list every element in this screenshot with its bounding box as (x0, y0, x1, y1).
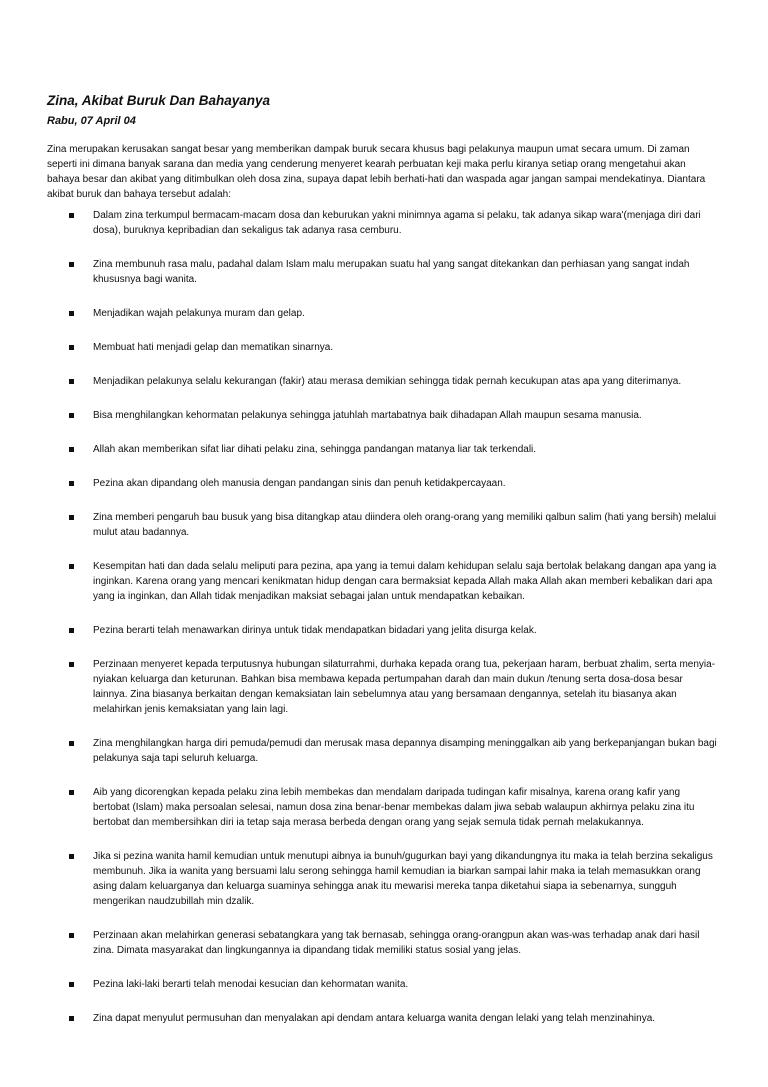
list-item (47, 657, 717, 717)
list-item-text: Allah akan memberikan sifat liar dihati pelaku zina, sehingga pandangan matanya liar tak terkendali. (93, 444, 537, 455)
square-bullet-icon (69, 564, 74, 569)
square-bullet-icon (69, 213, 74, 218)
list-item (47, 849, 717, 909)
square-bullet-icon (69, 933, 74, 938)
list-item-text: Perzinaan menyeret kepada terputusnya hubungan silaturrahmi, durhaka kepada orang tua, pekerjaan haram, berbuat zhalim, serta menyia-nyiakan keluarga dan keturunan. Bahkan bisa membawa kepada pertumpahan darah dan main dukun /tenung serta dosa-dosa besar lainnya. Zina biasanya berkaitan dengan kemaksiatan lain sebelumnya atau yang bersamaan dengannya, setelah itu biasanya akan melahirkan jenis kemaksiatan yang lain lagi. (93, 659, 716, 715)
list-item (47, 928, 717, 958)
square-bullet-icon (69, 311, 74, 316)
list-item (47, 736, 717, 766)
list-item (47, 374, 717, 389)
list-item (47, 257, 717, 287)
square-bullet-icon (69, 515, 74, 520)
list-item (47, 1011, 717, 1026)
list-item-text: Pezina akan dipandang oleh manusia dengan pandangan sinis dan penuh ketidakpercayaan. (93, 478, 506, 489)
list-item (47, 623, 717, 638)
list-item (47, 510, 717, 540)
intro-paragraph: Zina merupakan kerusakan sangat besar yang memberikan dampak buruk secara khusus bagi pelakunya maupun umat secara umum. Di zaman seperti ini dimana banyak sarana dan media yang cenderung menyeret kearah perbuatan keji maka perlu kiranya setiap orang mengetahui akan bahaya besar dan akibat yang ditimbulkan oleh dosa zina, supaya dapat lebih berhati-hati dan waspada agar jangan sampai mendekatinya. Diantara akibat buruk dan bahaya tersebut adalah: (47, 144, 706, 200)
list-item (47, 785, 717, 830)
consequence-list (47, 208, 717, 1045)
list-item-text: Membuat hati menjadi gelap dan mematikan sinarnya. (93, 342, 334, 353)
square-bullet-icon (69, 790, 74, 795)
square-bullet-icon (69, 1016, 74, 1021)
square-bullet-icon (69, 447, 74, 452)
list-item (47, 977, 717, 992)
square-bullet-icon (69, 628, 74, 633)
list-item (47, 408, 717, 423)
square-bullet-icon (69, 262, 74, 267)
list-item-text: Pezina laki-laki berarti telah menodai kesucian dan kehormatan wanita. (93, 979, 409, 990)
list-item-text: Menjadikan pelakunya selalu kekurangan (fakir) atau merasa demikian sehingga tidak pernah kecukupan atas apa yang diterimanya. (93, 376, 682, 387)
list-item-text: Dalam zina terkumpul bermacam-macam dosa dan keburukan yakni minimnya agama si pelaku, tak adanya sikap wara'(menjaga diri dari dosa), buruknya kepribadian dan sekaligus tak adanya rasa cemburu. (93, 210, 701, 236)
square-bullet-icon (69, 982, 74, 987)
list-item-text: Zina membunuh rasa malu, padahal dalam Islam malu merupakan suatu hal yang sangat ditekankan dan perhiasan yang sangat indah khususnya bagi wanita. (93, 259, 690, 285)
list-item-text: Perzinaan akan melahirkan generasi sebatangkara yang tak bernasab, sehingga orang-orangpun akan was-was terhadap anak dari hasil zina. Dimata masyarakat dan lingkungannya ia dipandang tidak memiliki status sosial yang jelas. (93, 930, 700, 956)
list-item (47, 306, 717, 321)
list-item (47, 442, 717, 457)
list-item (47, 559, 717, 604)
list-item-text: Zina memberi pengaruh bau busuk yang bisa ditangkap atau diindera oleh orang-orang yang memiliki qalbun salim (hati yang bersih) melalui mulut atau badannya. (93, 512, 717, 538)
list-item-text: Zina menghilangkan harga diri pemuda/pemudi dan merusak masa depannya disamping meninggalkan aib yang berkepanjangan bukan bagi pelakunya saja tapi seluruh keluarga. (93, 738, 717, 764)
square-bullet-icon (69, 741, 74, 746)
square-bullet-icon (69, 379, 74, 384)
list-item-text: Pezina berarti telah menawarkan dirinya untuk tidak mendapatkan bidadari yang jelita disurga kelak. (93, 625, 537, 636)
square-bullet-icon (69, 345, 74, 350)
list-item-text: Kesempitan hati dan dada selalu meliputi para pezina, apa yang ia temui dalam kehidupan selalu saja bertolak belakang dangan apa yang ia inginkan. Karena orang yang mencari kenikmatan hidup dengan cara bermaksiat kepada Allah maka Allah akan memberi kebalikan dari apa yang ia inginkan, dan Allah tidak menjadikan maksiat sebagai jalan untuk mendapatkan kebaikan. (93, 561, 717, 602)
square-bullet-icon (69, 662, 74, 667)
list-item (47, 476, 717, 491)
list-item (47, 340, 717, 355)
article-title: Zina, Akibat Buruk Dan Bahayanya (47, 93, 271, 108)
list-item (47, 208, 717, 238)
list-item-text: Menjadikan wajah pelakunya muram dan gelap. (93, 308, 305, 319)
square-bullet-icon (69, 481, 74, 486)
list-item-text: Bisa menghilangkan kehormatan pelakunya sehingga jatuhlah martabatnya baik dihadapan Allah maupun sesama manusia. (93, 410, 642, 421)
square-bullet-icon (69, 854, 74, 859)
list-item-text: Jika si pezina wanita hamil kemudian untuk menutupi aibnya ia bunuh/gugurkan bayi yang dikandungnya itu maka ia telah berzina sekaligus membunuh. Jika ia wanita yang bersuami lalu serong sehingga hamil kemudian ia biarkan sampai lahir maka ia telah memasukkan orang asing dalam keluarganya dan keluarga suaminya sehingga anak itu mewarisi mereka tanpa diketahui siapa ia sebenarnya, sungguh mengerikan naudzubillah min dzalik. (93, 851, 713, 907)
article-date: Rabu, 07 April 04 (47, 115, 136, 127)
list-item-text: Zina dapat menyulut permusuhan dan menyalakan api dendam antara keluarga wanita dengan lelaki yang telah menzinahinya. (93, 1013, 656, 1024)
list-item-text: Aib yang dicorengkan kepada pelaku zina lebih membekas dan mendalam daripada tudingan kafir misalnya, karena orang kafir yang bertobat (Islam) maka persoalan selesai, namun dosa zina benar-benar membekas dalam jiwa sebab walaupun akhirnya pelaku zina itu bertobat dan membersihkan diri ia tetap saja merasa berbeda dengan orang yang sejak semula tidak pernah melakukannya. (93, 787, 695, 828)
square-bullet-icon (69, 413, 74, 418)
